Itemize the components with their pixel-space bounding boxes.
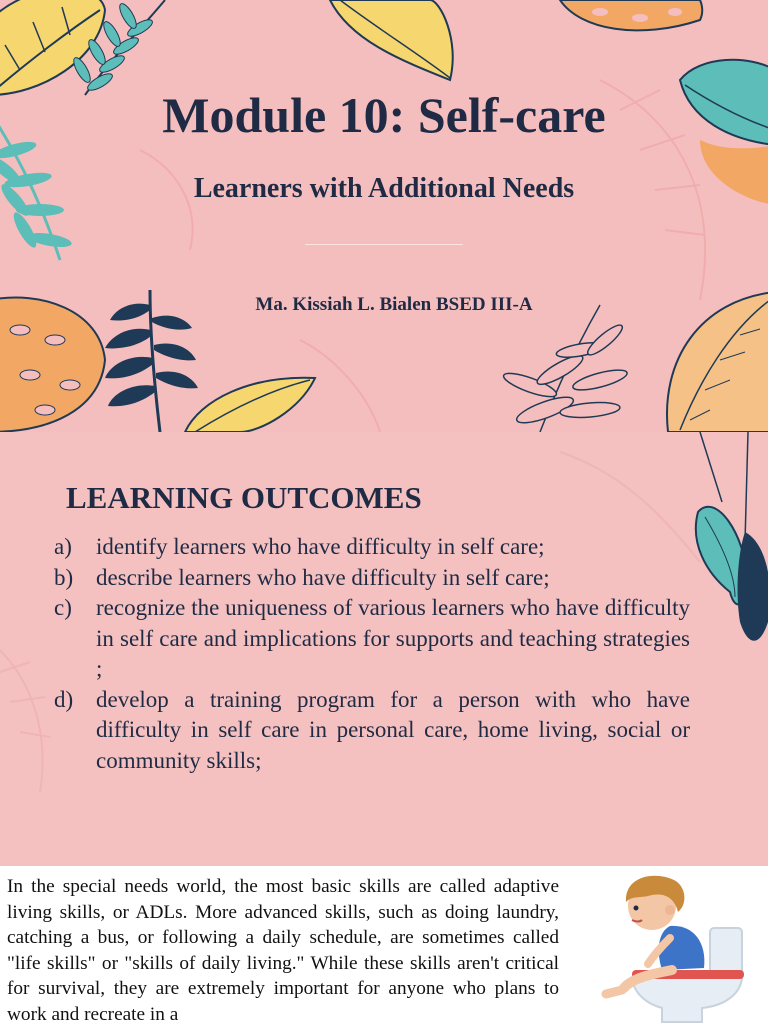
outcomes-slide <box>0 432 768 866</box>
section-heading: LEARNING OUTCOMES <box>66 480 422 515</box>
intro-paragraph: In the special needs world, the most basic skills are called adaptive living skills, or ADLs. More advanced skills, such as doing laundry, catching a bus, or following a daily schedule, are sometimes called "life skills" or "skills of daily living." While these skills aren't critical for survival, they are extremely important for anyone who plans to work and recreate in a <box>7 876 559 1024</box>
list-item <box>54 563 690 594</box>
outcomes-list <box>54 532 690 776</box>
title-divider <box>305 244 463 245</box>
page-title: Module 10: Self-care <box>162 87 606 143</box>
list-marker: d) <box>54 686 74 712</box>
intro-slide <box>0 866 768 1024</box>
author-line: Ma. Kissiah L. Bialen BSED III-A <box>255 294 533 315</box>
cover-slide <box>0 0 768 432</box>
list-marker: a) <box>54 534 72 559</box>
list-text: develop a training program for a person with who have difficulty in self care in personal care, home living, social or community skills; <box>96 686 690 773</box>
list-text: describe learners who have difficulty in self care; <box>96 564 550 590</box>
list-marker: b) <box>54 564 74 590</box>
list-marker: c) <box>54 595 72 620</box>
tropical-leaves-decoration <box>0 0 768 432</box>
child-on-toilet-illustration <box>582 866 768 1024</box>
list-item <box>54 593 690 685</box>
list-text: identify learners who have difficulty in self care; <box>96 534 545 559</box>
subtitle: Learners with Additional Needs <box>193 173 575 204</box>
list-text: recognize the uniqueness of various learners who have difficulty in self care and implications for supports and teaching strategies ; <box>96 595 690 681</box>
list-item <box>54 532 690 563</box>
list-item <box>54 685 690 777</box>
